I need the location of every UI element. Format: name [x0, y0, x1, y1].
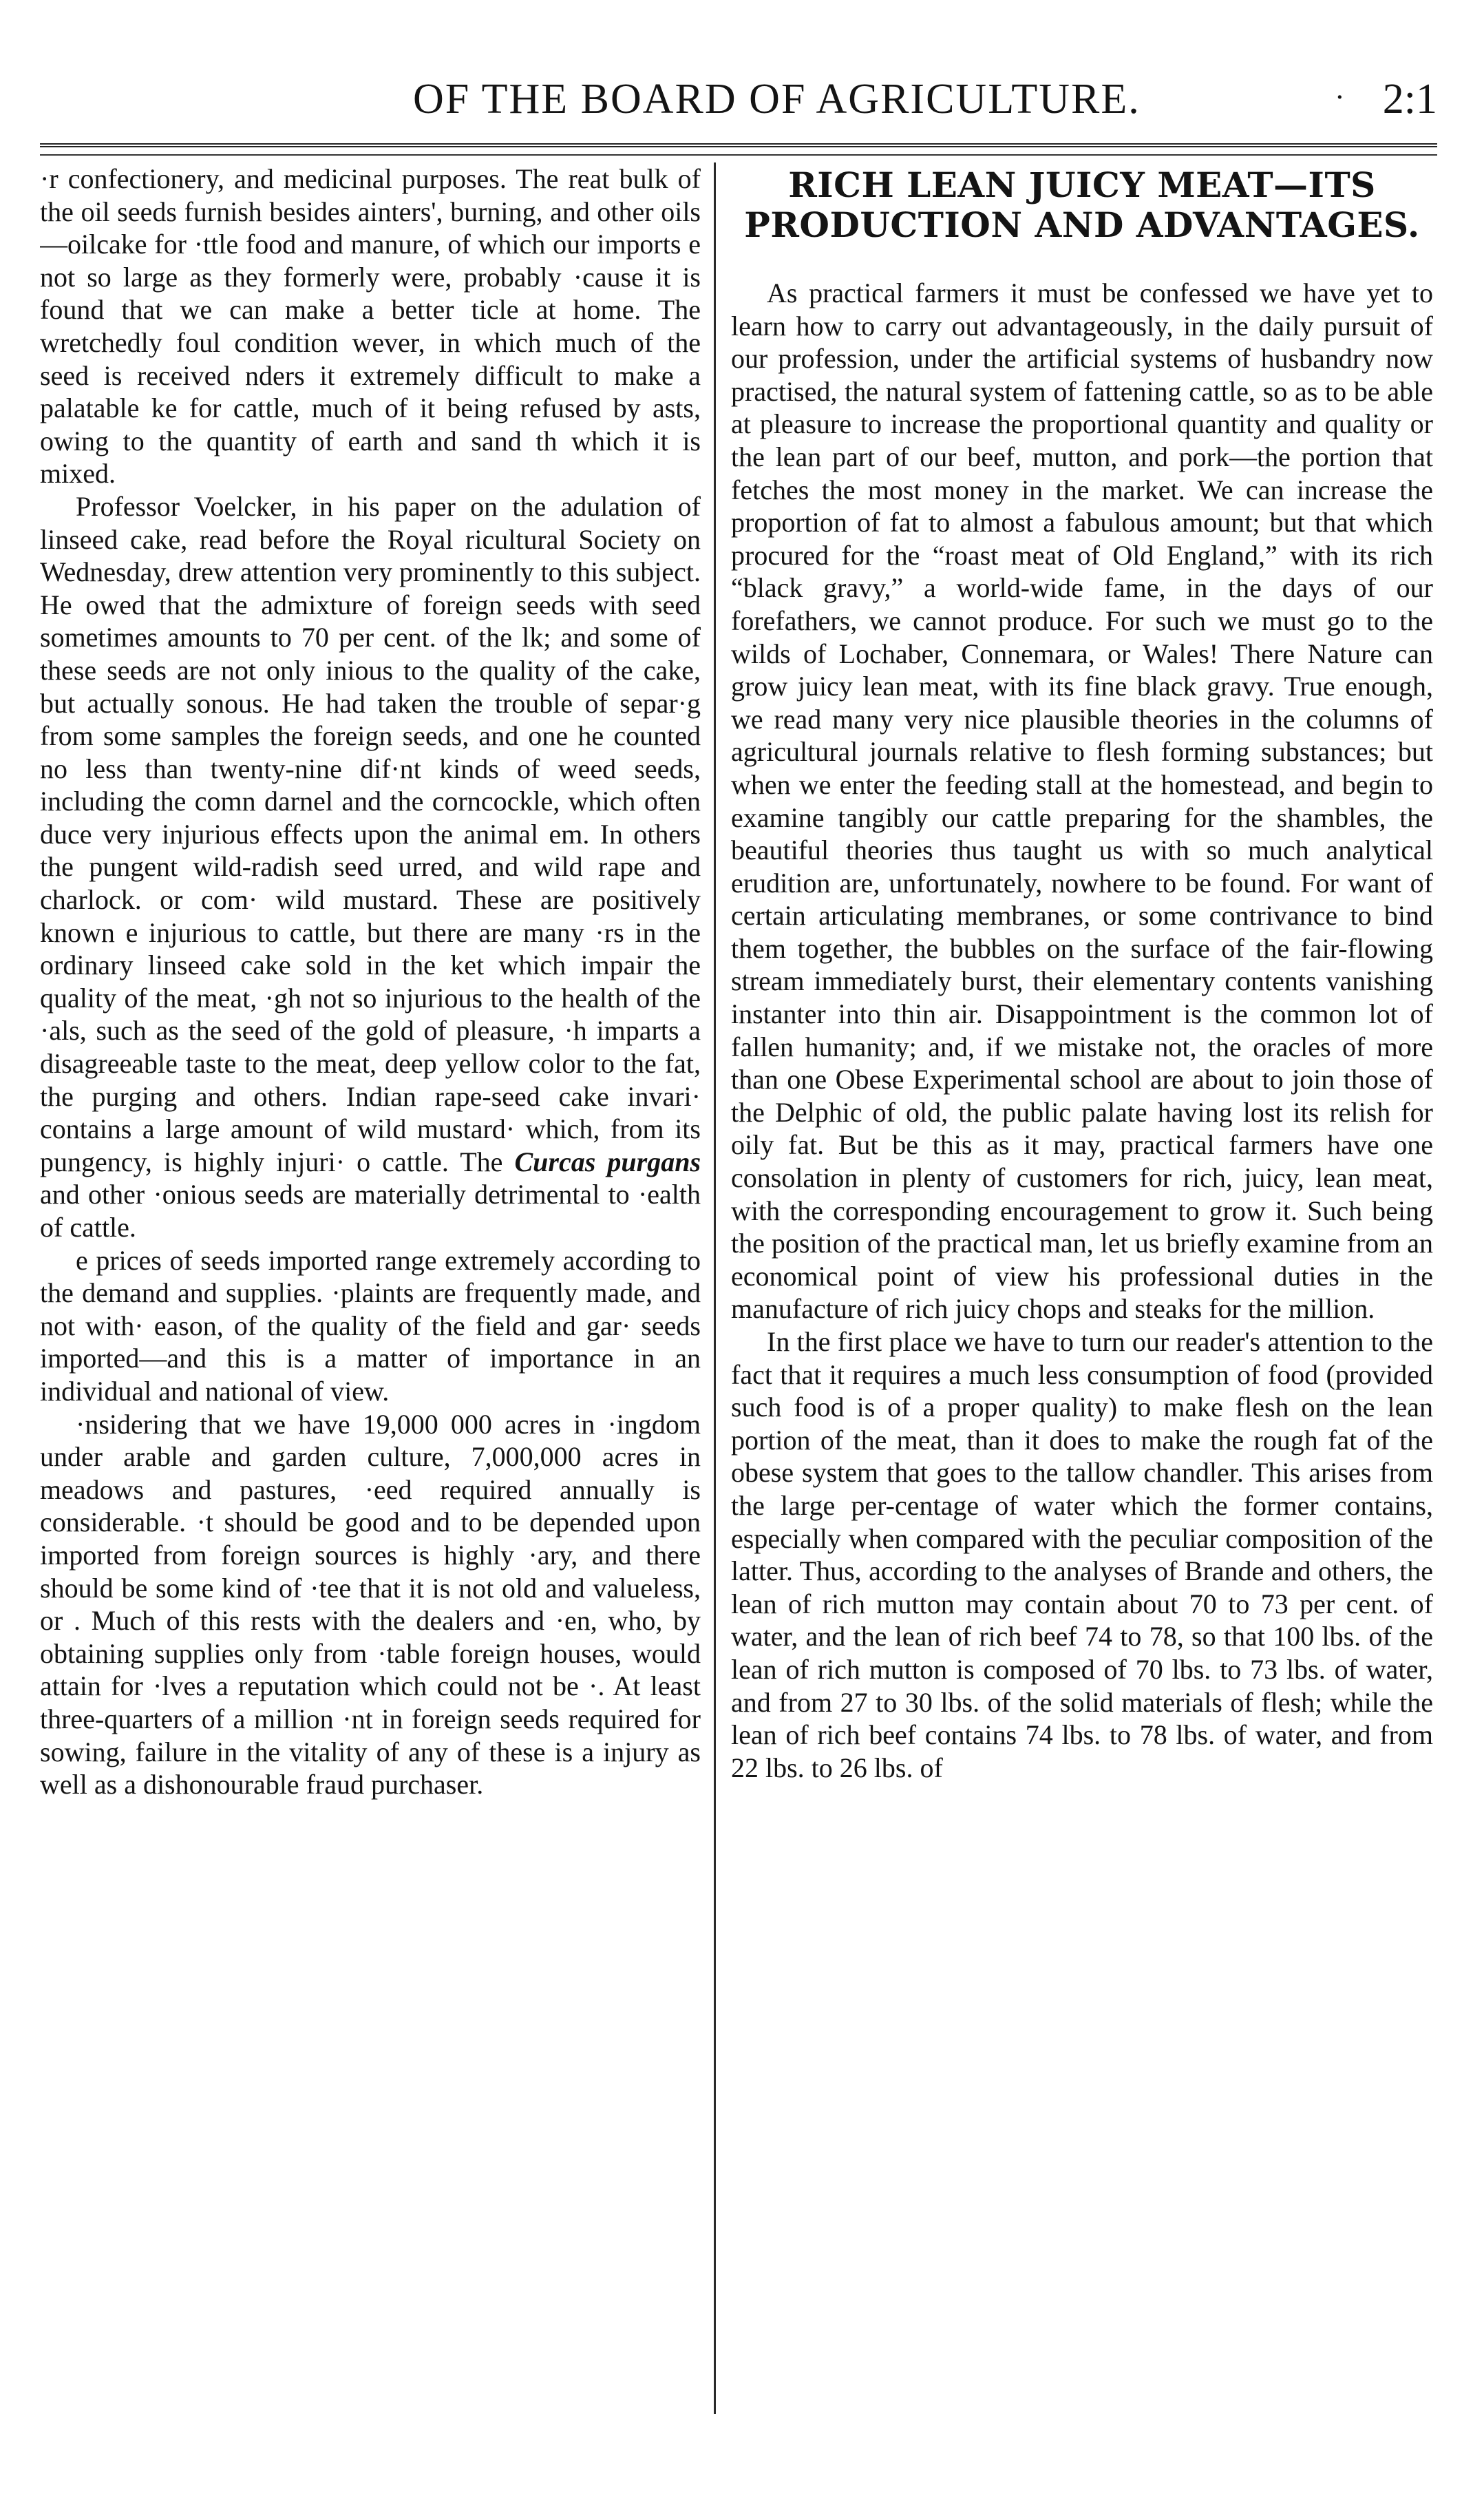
- left-paragraph-2-tail: and other ·onious seeds are materially detrimental to ·ealth of cattle.: [40, 1179, 701, 1243]
- right-column: [731, 162, 1433, 1784]
- right-paragraph-2: In the first place we have to turn our reader's attention to the fact that it requires a much less consumption of food (provided such food is of a proper quality) to make flesh on the lean portion of the meat, than it does to make the rough fat of the obese system that goes to the tallow chandler. This arises from the large per-centage of water which the former contains, especially when compared with the peculiar composition of the latter. Thus, according to the analyses of Brande and others, the lean of rich mutton may contain about 70 to 73 per cent. of water, and the lean of rich beef 74 to 78, so that 100 lbs. of the lean of rich mutton is composed of 70 lbs. to 73 lbs. of water, and from 27 to 30 lbs. of the solid materials of flesh; while the lean of rich beef contains 74 lbs. to 78 lbs. of water, and from 22 lbs. to 26 lbs. of: [731, 1326, 1433, 1783]
- left-paragraph-2-text: Professor Voelcker, in his paper on the adulation of linseed cake, read before the Royal ricultural Society on Wednesday, drew attention very prominently to this subject. He owed that the admixture of foreign seeds with seed sometimes amounts to 70 per cent. of the lk; and some of these seeds are not only inious to the quality of the cake, but actually sonous. He had taken the trouble of separ·g from some samples the foreign seeds, and one he counted no less than twenty-nine dif·nt kinds of weed seeds, including the comn darnel and the corncockle, which often duce very injurious effects upon the animal em. In others the pungent wild-radish seed urred, and wild rape and charlock. or com· wild mustard. These are positively known e injurious to cattle, but there are many ·rs in the ordinary linseed cake sold in the ket which impair the quality of the meat, ·gh not so injurious to the health of the ·als, such as the seed of the gold of pleasure, ·h imparts a disagreeable taste to the meat, deep yellow color to the fat, the purging and others. Indian rape-seed cake invari· contains a large amount of wild mustard· which, from its pungency, is highly injuri· o cattle. The: [40, 490, 701, 1177]
- ornament-dot: ·: [1335, 82, 1344, 114]
- left-column: [40, 162, 701, 1801]
- column-divider: [714, 162, 716, 2414]
- page-number: 2:1: [1382, 76, 1437, 123]
- running-head: [0, 72, 1473, 134]
- header-thin-rule: [40, 154, 1437, 156]
- left-paragraph-4: ·nsidering that we have 19,000 000 acres in ·ingdom under arable and garden culture, 7,000,000 acres in meadows and pastures, ·eed required annually is considerable. ·t should be good and to be depended upon imported from foreign sources is highly ·ary, and there should be some kind of ·tee that it is not old and valueless, or . Much of this rests with the dealers and ·en, who, by obtaining supplies only from ·table foreign houses, would attain for ·lves a reputation which could not be ·. At least three-quarters of a million ·nt in foreign seeds required for sowing, failure in the vitality of any of these is a injury as well as a dishonourable fraud purchaser.: [40, 1408, 701, 1800]
- right-paragraph-1: As practical farmers it must be confessed we have yet to learn how to carry out advantageously, in the daily pursuit of our profession, under the artificial systems of husbandry now practised, the natural system of fattening cattle, so as to be able at pleasure to increase the proportional quantity and quality or the lean part of our beef, mutton, and pork—the portion that fetches the most money in the market. We can increase the proportion of fat to almost a fabulous amount; but that which procured for the “roast meat of Old England,” with its rich “black gravy,” a world-wide fame, in the days of our forefathers, we cannot produce. For such we must go to the wilds of Lochaber, Connemara, or Wales! There Nature can grow juicy lean meat, with its fine black gravy. True enough, we read many very nice plausible theories in the columns of agricultural journals relative to flesh forming substances; but when we enter the feeding stall at the homestead, and begin to examine tangibly our cattle preparing for the shambles, the beautiful theories thus taught us with so much analytical erudition are, unfortunately, nowhere to be found. For want of certain articulating membranes, or some contrivance to bind them together, the bubbles on the surface of the fair-flowing stream immediately burst, their elementary contents vanishing instanter into thin air. Disappointment is the common lot of fallen humanity; and, if we mistake not, the oracles of more than one Obese Experimental school are about to join those of the Delphic of old, the public palate having lost its relish for oily fat. But be this as it may, practical farmers have one consolation in plenty of customers for rich, juicy, lean meat, with the corresponding encouragement to grow it. Such being the position of the practical man, let us briefly examine from an economical point of view his professional duties in the manufacture of rich juicy chops and steaks for the million.: [731, 277, 1433, 1325]
- left-paragraph-2: [40, 490, 701, 1244]
- left-paragraph-1: ·r confectionery, and medicinal purposes. The reat bulk of the oil seeds furnish besides ainters', burning, and other oils—oilcake for ·ttle food and manure, of which our imports e not so large as they formerly were, probably ·cause it is found that we can make a better ticle at home. The wretchedly foul condition wever, in which much of the seed is received nders it extremely difficult to make a palatable ke for cattle, much of it being refused by asts, owing to the quantity of earth and sand th which it is mixed.: [40, 163, 701, 490]
- article-headline: RICH LEAN JUICY MEAT—ITS PRODUCTION AND ADVANTAGES.: [744, 165, 1420, 245]
- header-double-rule: [40, 143, 1437, 147]
- curcas-purgans-italic: Curcas purgans: [514, 1146, 701, 1177]
- running-title: OF THE BOARD OF AGRICULTURE.: [413, 76, 1141, 123]
- left-paragraph-3: e prices of seeds imported range extremely according to the demand and supplies. ·plaints are frequently made, and not with· eason, of the quality of the field and gar· seeds imported—and this is a matter of importance in an individual and national of view.: [40, 1244, 701, 1407]
